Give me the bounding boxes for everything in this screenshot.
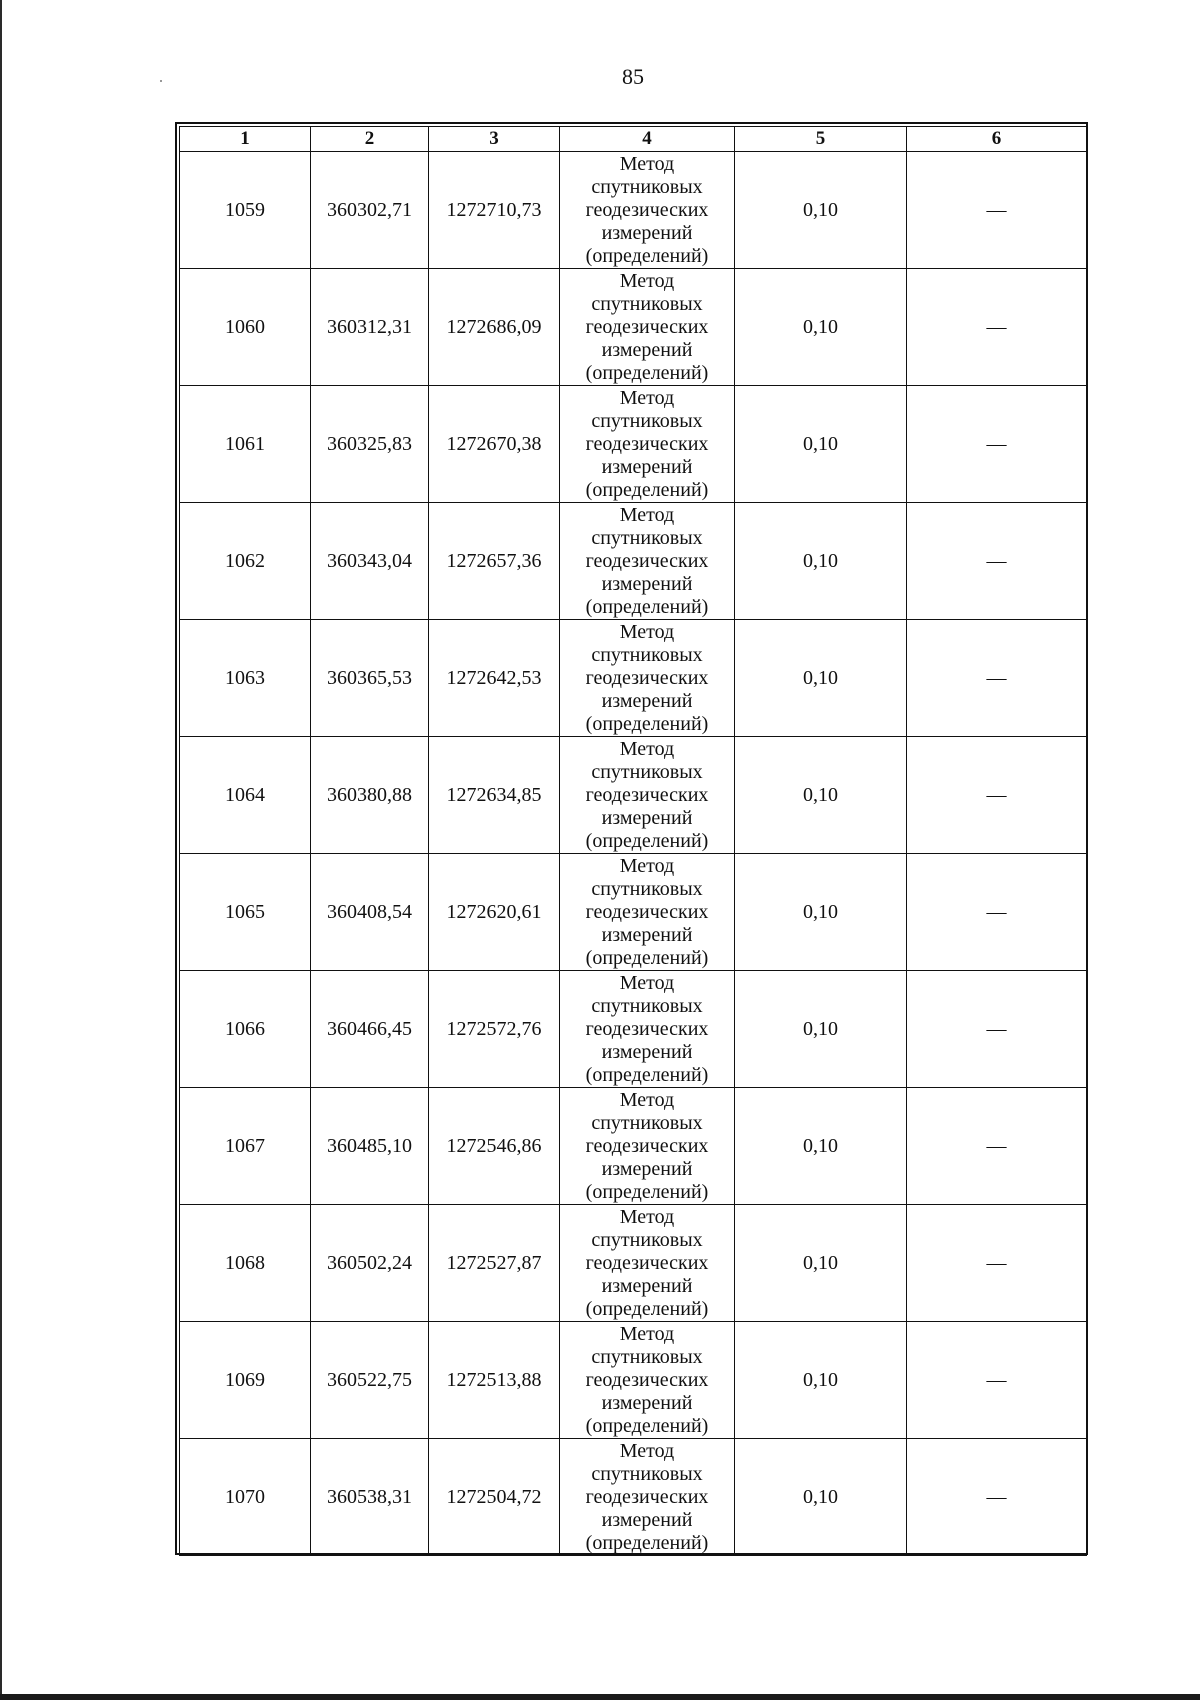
point-number-cell: 1066: [180, 971, 311, 1088]
y-coordinate-cell: 1272513,88: [429, 1322, 560, 1439]
column-header-method: 4: [560, 127, 735, 152]
table-row: [180, 503, 1087, 620]
method-text-line: измерений: [601, 923, 693, 946]
point-number-cell: 1067: [180, 1088, 311, 1205]
note-cell: [907, 503, 1087, 620]
note-cell: [907, 152, 1087, 269]
method-cell: [560, 620, 735, 737]
note-cell: [907, 854, 1087, 971]
method-cell: [560, 152, 735, 269]
coordinates-table-frame: [175, 122, 1088, 1555]
note-dash: —: [986, 432, 1007, 455]
note-cell: [907, 620, 1087, 737]
point-number-cell: 1069: [180, 1322, 311, 1439]
y-coordinate-cell: 1272527,87: [429, 1205, 560, 1322]
point-number-cell: 1062: [180, 503, 311, 620]
method-text-line: Метод: [619, 737, 675, 760]
method-text-line: (определений): [585, 1414, 709, 1437]
method-text-line: измерений: [601, 1391, 693, 1414]
method-text-line: спутниковых: [591, 994, 703, 1017]
method-text-line: геодезических: [585, 1485, 709, 1508]
method-text-line: геодезических: [585, 1134, 709, 1157]
table-row: [180, 1088, 1087, 1205]
note-cell: [907, 1322, 1087, 1439]
coordinates-table: [179, 126, 1087, 1556]
x-coordinate-cell: 360522,75: [311, 1322, 429, 1439]
method-text-line: измерений: [601, 572, 693, 595]
method-text-line: (определений): [585, 1063, 709, 1086]
note-dash: —: [986, 900, 1007, 923]
accuracy-cell: 0,10: [735, 1439, 907, 1556]
page-number: 85: [622, 64, 644, 89]
note-cell: [907, 737, 1087, 854]
note-dash: —: [986, 783, 1007, 806]
y-coordinate-cell: 1272686,09: [429, 269, 560, 386]
accuracy-cell: 0,10: [735, 152, 907, 269]
point-number-cell: 1070: [180, 1439, 311, 1556]
method-text-line: спутниковых: [591, 526, 703, 549]
method-text-line: измерений: [601, 689, 693, 712]
method-text-line: (определений): [585, 946, 709, 969]
table-row: [180, 1322, 1087, 1439]
x-coordinate-cell: 360343,04: [311, 503, 429, 620]
table-row: [180, 620, 1087, 737]
method-text-line: спутниковых: [591, 292, 703, 315]
method-text-line: Метод: [619, 620, 675, 643]
point-number-cell: 1060: [180, 269, 311, 386]
column-header-number: 1: [180, 127, 311, 152]
method-text-line: спутниковых: [591, 1111, 703, 1134]
x-coordinate-cell: 360466,45: [311, 971, 429, 1088]
method-cell: [560, 1088, 735, 1205]
scan-bottom-edge: [0, 1694, 1200, 1700]
method-text-line: геодезических: [585, 549, 709, 572]
accuracy-cell: 0,10: [735, 1322, 907, 1439]
method-text-line: измерений: [601, 221, 693, 244]
note-dash: —: [986, 1134, 1007, 1157]
column-header-y: 3: [429, 127, 560, 152]
accuracy-cell: 0,10: [735, 620, 907, 737]
accuracy-cell: 0,10: [735, 854, 907, 971]
note-dash: —: [986, 549, 1007, 572]
method-text-line: геодезических: [585, 1017, 709, 1040]
accuracy-cell: 0,10: [735, 1088, 907, 1205]
method-text-line: Метод: [619, 269, 675, 292]
note-dash: —: [986, 1251, 1007, 1274]
method-text-line: измерений: [601, 806, 693, 829]
table-row: [180, 737, 1087, 854]
accuracy-cell: 0,10: [735, 386, 907, 503]
method-text-line: геодезических: [585, 432, 709, 455]
method-text-line: Метод: [619, 503, 675, 526]
note-dash: —: [986, 198, 1007, 221]
note-cell: [907, 269, 1087, 386]
point-number-cell: 1068: [180, 1205, 311, 1322]
note-cell: [907, 1205, 1087, 1322]
x-coordinate-cell: 360325,83: [311, 386, 429, 503]
method-text-line: измерений: [601, 1040, 693, 1063]
method-text-line: спутниковых: [591, 175, 703, 198]
method-text-line: (определений): [585, 478, 709, 501]
table-row: [180, 386, 1087, 503]
point-number-cell: 1061: [180, 386, 311, 503]
method-cell: [560, 503, 735, 620]
point-number-cell: 1065: [180, 854, 311, 971]
table-row: [180, 1205, 1087, 1322]
column-header-note: 6: [907, 127, 1087, 152]
y-coordinate-cell: 1272504,72: [429, 1439, 560, 1556]
accuracy-cell: 0,10: [735, 737, 907, 854]
table-row: [180, 854, 1087, 971]
note-cell: [907, 971, 1087, 1088]
method-text-line: Метод: [619, 152, 675, 175]
method-text-line: геодезических: [585, 666, 709, 689]
point-number-cell: 1063: [180, 620, 311, 737]
method-text-line: геодезических: [585, 315, 709, 338]
method-text-line: геодезических: [585, 783, 709, 806]
method-text-line: Метод: [619, 1088, 675, 1111]
point-number-cell: 1059: [180, 152, 311, 269]
method-text-line: спутниковых: [591, 1345, 703, 1368]
scan-left-edge: [0, 0, 2, 1700]
note-cell: [907, 386, 1087, 503]
column-header-accuracy: 5: [735, 127, 907, 152]
method-text-line: измерений: [601, 1274, 693, 1297]
note-dash: —: [986, 1368, 1007, 1391]
y-coordinate-cell: 1272710,73: [429, 152, 560, 269]
method-text-line: Метод: [619, 1322, 675, 1345]
y-coordinate-cell: 1272620,61: [429, 854, 560, 971]
table-row: [180, 971, 1087, 1088]
accuracy-cell: 0,10: [735, 503, 907, 620]
accuracy-cell: 0,10: [735, 971, 907, 1088]
x-coordinate-cell: 360485,10: [311, 1088, 429, 1205]
point-number-cell: 1064: [180, 737, 311, 854]
method-cell: [560, 737, 735, 854]
method-text-line: измерений: [601, 455, 693, 478]
y-coordinate-cell: 1272642,53: [429, 620, 560, 737]
method-text-line: (определений): [585, 829, 709, 852]
method-text-line: Метод: [619, 854, 675, 877]
method-text-line: Метод: [619, 1439, 675, 1462]
accuracy-cell: 0,10: [735, 269, 907, 386]
y-coordinate-cell: 1272657,36: [429, 503, 560, 620]
method-text-line: Метод: [619, 1205, 675, 1228]
note-dash: —: [986, 1485, 1007, 1508]
method-text-line: измерений: [601, 1157, 693, 1180]
x-coordinate-cell: 360365,53: [311, 620, 429, 737]
method-text-line: (определений): [585, 361, 709, 384]
method-text-line: спутниковых: [591, 760, 703, 783]
method-text-line: спутниковых: [591, 1462, 703, 1485]
method-text-line: измерений: [601, 1508, 693, 1531]
method-text-line: геодезических: [585, 198, 709, 221]
note-cell: [907, 1088, 1087, 1205]
method-text-line: (определений): [585, 244, 709, 267]
y-coordinate-cell: 1272634,85: [429, 737, 560, 854]
x-coordinate-cell: 360380,88: [311, 737, 429, 854]
method-text-line: Метод: [619, 386, 675, 409]
y-coordinate-cell: 1272670,38: [429, 386, 560, 503]
table-row: [180, 269, 1087, 386]
method-text-line: спутниковых: [591, 877, 703, 900]
method-cell: [560, 269, 735, 386]
table-header-row: [180, 127, 1087, 152]
y-coordinate-cell: 1272572,76: [429, 971, 560, 1088]
column-header-x: 2: [311, 127, 429, 152]
table-row: [180, 152, 1087, 269]
method-text-line: геодезических: [585, 1251, 709, 1274]
x-coordinate-cell: 360302,71: [311, 152, 429, 269]
x-coordinate-cell: 360502,24: [311, 1205, 429, 1322]
method-cell: [560, 1205, 735, 1322]
y-coordinate-cell: 1272546,86: [429, 1088, 560, 1205]
method-text-line: Метод: [619, 971, 675, 994]
method-text-line: (определений): [585, 595, 709, 618]
method-cell: [560, 386, 735, 503]
method-text-line: (определений): [585, 1531, 709, 1554]
table-body: [180, 152, 1087, 1556]
method-text-line: измерений: [601, 338, 693, 361]
method-text-line: геодезических: [585, 900, 709, 923]
accuracy-cell: 0,10: [735, 1205, 907, 1322]
method-text-line: геодезических: [585, 1368, 709, 1391]
method-cell: [560, 1322, 735, 1439]
method-text-line: (определений): [585, 712, 709, 735]
x-coordinate-cell: 360312,31: [311, 269, 429, 386]
x-coordinate-cell: 360538,31: [311, 1439, 429, 1556]
method-text-line: спутниковых: [591, 643, 703, 666]
method-text-line: спутниковых: [591, 409, 703, 432]
method-cell: [560, 971, 735, 1088]
method-cell: [560, 1439, 735, 1556]
method-text-line: спутниковых: [591, 1228, 703, 1251]
note-cell: [907, 1439, 1087, 1556]
method-text-line: (определений): [585, 1180, 709, 1203]
note-dash: —: [986, 315, 1007, 338]
method-cell: [560, 854, 735, 971]
table-row: [180, 1439, 1087, 1556]
method-text-line: (определений): [585, 1297, 709, 1320]
note-dash: —: [986, 666, 1007, 689]
x-coordinate-cell: 360408,54: [311, 854, 429, 971]
note-dash: —: [986, 1017, 1007, 1040]
